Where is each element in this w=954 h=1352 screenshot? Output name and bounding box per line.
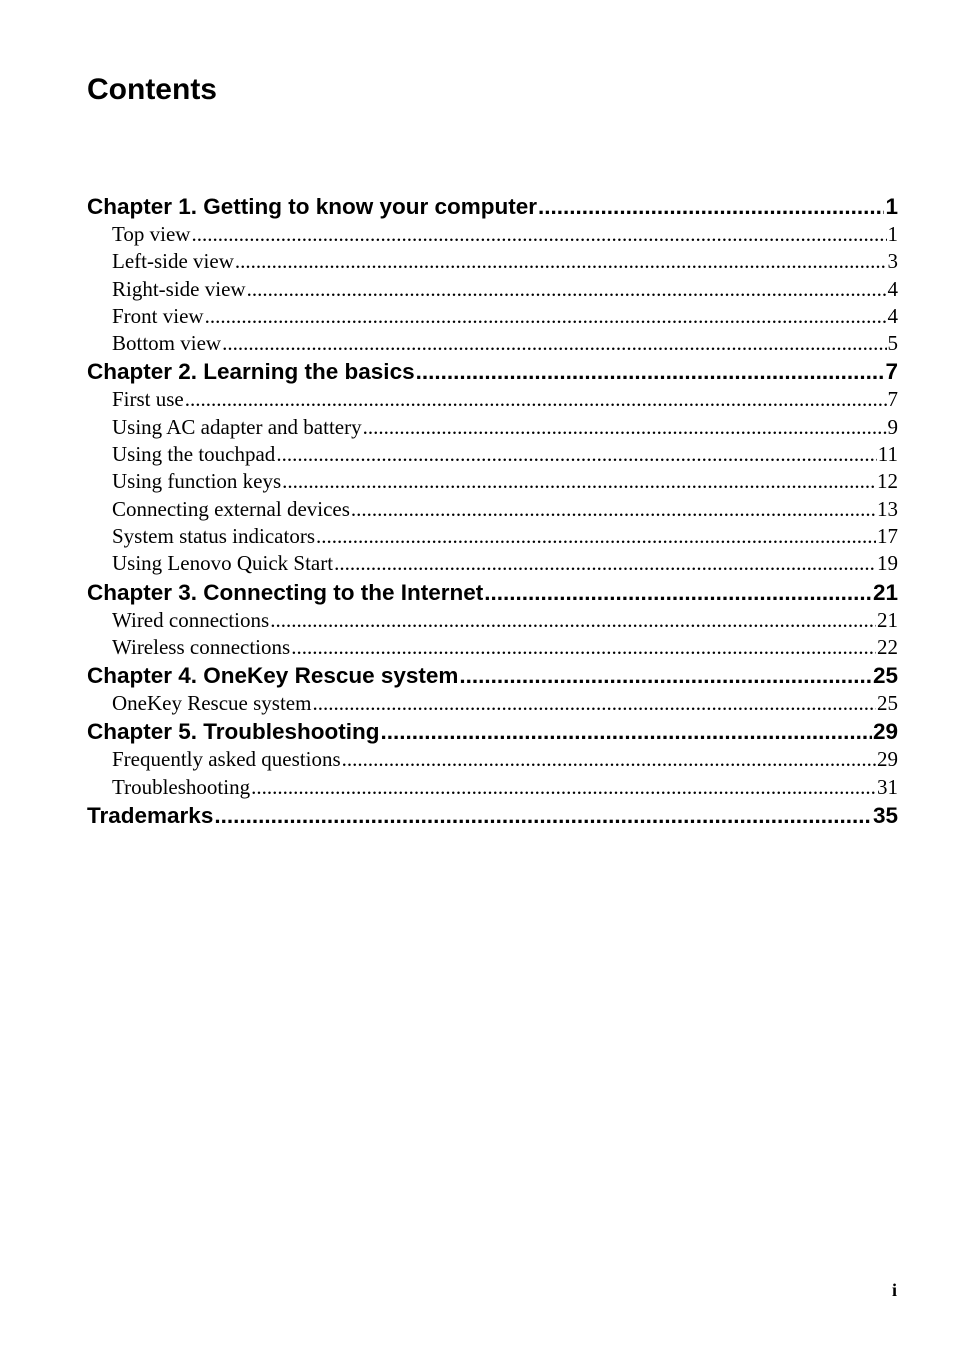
toc-entry[interactable] (87, 496, 898, 523)
toc-page-number: 22 (877, 634, 898, 659)
toc-entry[interactable] (87, 607, 898, 634)
table-of-contents (87, 192, 898, 830)
toc-entry[interactable] (87, 330, 898, 357)
toc-page-number: 21 (877, 607, 898, 632)
toc-entry[interactable] (87, 414, 898, 441)
toc-chapter-label: Trademarks (87, 803, 214, 829)
toc-page-number: 35 (872, 803, 898, 829)
toc-page-number: 21 (872, 579, 898, 605)
toc-entry-label: System status indicators (112, 523, 315, 548)
dot-leader (282, 468, 876, 495)
toc-page-number: 7 (885, 359, 898, 385)
toc-page-number: 17 (877, 523, 898, 548)
dot-leader (247, 276, 887, 303)
toc-entry-label: Wired connections (112, 607, 270, 632)
dot-leader (185, 386, 887, 413)
toc-chapter-5[interactable] (87, 717, 898, 746)
toc-entry[interactable] (87, 276, 898, 303)
dot-leader (363, 414, 887, 441)
page-title: Contents (87, 73, 217, 106)
toc-entry-label: Troubleshooting (112, 774, 251, 799)
dot-leader (312, 690, 876, 717)
toc-page-number: 19 (877, 551, 898, 576)
dot-leader (276, 441, 876, 468)
dot-leader (381, 717, 872, 746)
dot-leader (334, 550, 876, 577)
toc-page-number: 4 (887, 276, 898, 301)
toc-page-number: 12 (877, 469, 898, 494)
toc-entry-label: First use (112, 387, 184, 412)
toc-entry-label: Left-side view (112, 249, 234, 274)
dot-leader (351, 496, 876, 523)
toc-entry-label: Frequently asked questions (112, 747, 341, 772)
toc-page-number: 13 (877, 496, 898, 521)
toc-page-number: 1 (885, 194, 898, 219)
toc-page-number: 1 (887, 222, 898, 246)
toc-page-number: 29 (872, 719, 898, 745)
toc-page-number: 9 (887, 414, 898, 439)
toc-chapter-1[interactable] (87, 192, 898, 221)
toc-entry[interactable] (87, 634, 898, 661)
toc-entry-label: Right-side view (112, 276, 246, 301)
dot-leader (459, 661, 872, 690)
dot-leader (205, 303, 887, 330)
toc-entry-label: Bottom view (112, 331, 222, 356)
toc-entry-label: OneKey Rescue system (112, 691, 312, 716)
toc-chapter-3[interactable] (87, 578, 898, 607)
toc-entry[interactable] (87, 774, 898, 801)
toc-entry[interactable] (87, 746, 898, 773)
toc-page-number: 3 (887, 249, 898, 274)
dot-leader (270, 607, 876, 634)
toc-page-number: 7 (887, 387, 898, 412)
toc-chapter-label: Chapter 2. Learning the basics (87, 359, 415, 385)
toc-chapter-label: Chapter 1. Getting to know your computer (87, 194, 538, 219)
toc-entry-label: Using the touchpad (112, 442, 276, 467)
toc-chapter-label: Chapter 3. Connecting to the Internet (87, 579, 484, 605)
toc-entry[interactable] (87, 303, 898, 330)
toc-page-number: 25 (872, 663, 898, 689)
toc-chapter-2[interactable] (87, 357, 898, 386)
toc-entry-label: Using Lenovo Quick Start (112, 551, 334, 576)
toc-entry[interactable] (87, 468, 898, 495)
toc-entry-label: Using AC adapter and battery (112, 414, 362, 439)
toc-entry-label: Top view (112, 222, 191, 246)
toc-trademarks[interactable] (87, 801, 898, 830)
dot-leader (191, 221, 886, 248)
page-number: i (891, 1280, 897, 1300)
toc-chapter-4[interactable] (87, 661, 898, 690)
toc-entry[interactable] (87, 248, 898, 275)
toc-entry-label: Using function keys (112, 469, 282, 494)
toc-entry[interactable] (87, 441, 898, 468)
dot-leader (251, 774, 876, 801)
toc-chapter-label: Chapter 5. Troubleshooting (87, 719, 380, 745)
dot-leader (484, 578, 872, 607)
toc-entry[interactable] (87, 386, 898, 413)
dot-leader (222, 330, 886, 357)
toc-page-number: 5 (887, 331, 898, 356)
dot-leader (235, 248, 887, 275)
dot-leader (342, 746, 876, 773)
toc-entry-label: Connecting external devices (112, 496, 350, 521)
dot-leader (214, 801, 872, 830)
toc-page-number: 4 (887, 303, 898, 328)
toc-entry[interactable] (87, 523, 898, 550)
toc-entry[interactable] (87, 221, 898, 248)
toc-entry[interactable] (87, 690, 898, 717)
toc-page-number: 29 (877, 747, 898, 772)
toc-page-number: 31 (877, 774, 898, 799)
toc-entry[interactable] (87, 550, 898, 577)
toc-chapter-label: Chapter 4. OneKey Rescue system (87, 663, 459, 689)
dot-leader (316, 523, 876, 550)
dot-leader (291, 634, 876, 661)
dot-leader (538, 192, 884, 221)
dot-leader (416, 357, 885, 386)
toc-entry-label: Front view (112, 303, 204, 328)
toc-page-number: 11 (877, 442, 898, 467)
toc-page-number: 25 (877, 691, 898, 716)
toc-entry-label: Wireless connections (112, 634, 291, 659)
